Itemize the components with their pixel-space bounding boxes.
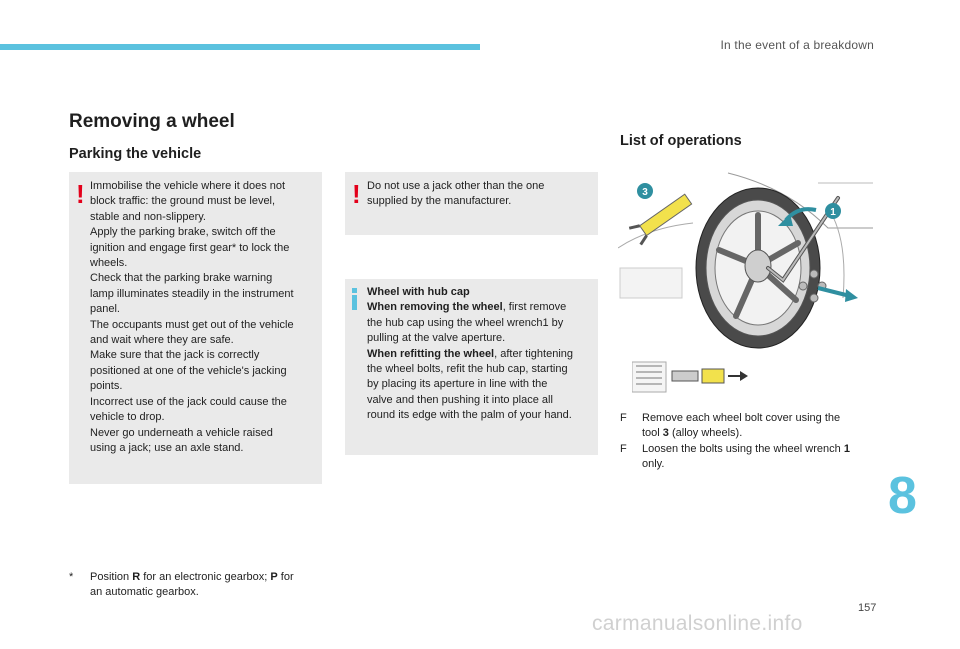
warning-line: block traffic: the ground must be level, [90,195,276,208]
warning-icon: ! [352,179,361,209]
warning-line: and wait where they are safe. [90,334,234,347]
parking-heading: Parking the vehicle [69,146,202,162]
wheel-removal-illustration [618,168,876,353]
warning-line: Apply the parking brake, switch off the [90,226,276,239]
refitting-line: valve and then pushing it into place all [367,393,553,406]
warning-line: points. [90,380,123,393]
footnote-text: Position [90,571,133,583]
pull-arrow-head [740,371,748,381]
operation-item [620,411,880,442]
operation-text: only. [642,458,665,471]
tool-3-label: 3 [642,187,648,198]
watermark: carmanualsonline.info [592,612,803,635]
page-title: Removing a wheel [69,111,235,132]
jack-warning-line: supplied by the manufacturer. [367,195,512,208]
chapter-number: 8 [888,467,917,525]
refitting-line: round its edge with the palm of your hand. [367,409,572,422]
wrench-1-label: 1 [830,207,836,218]
page-number: 157 [858,602,877,614]
bullet-icon: F [620,412,627,424]
operation-text: Loosen the bolts using the wheel wrench [642,442,844,455]
header-accent-bar [0,44,480,50]
warning-icon: ! [76,179,85,209]
operation-text: Remove each wheel bolt cover using the [642,412,841,424]
operation-num: 3 [662,427,669,440]
refitting-line: , after tightening [494,347,574,360]
wheel-hub [745,250,771,282]
removing-line: the hub cap using the wheel wrench1 by [367,316,564,329]
footnote-star: * [69,571,74,583]
warning-line: using a jack; use an axle stand. [90,441,244,454]
car-bumper [620,268,682,298]
warning-line: vehicle to drop. [90,411,165,424]
warning-line: Immobilise the vehicle where it does not [90,180,286,192]
warning-line: The occupants must get out of the vehicle [90,318,294,331]
footnote-r: R [132,571,141,583]
footnote-text: an automatic gearbox. [90,586,199,599]
removing-line: pulling at the valve aperture. [367,332,506,345]
footnote-p: P [270,571,278,583]
warning-line: panel. [90,303,120,316]
footnote-text: for an electronic gearbox; [140,571,271,583]
bolt-cover-illustration [632,360,750,394]
tool-3-tip [702,369,724,383]
operation-num: 1 [843,442,850,455]
warning-line: wheels. [90,257,128,270]
hubcap-info-text [367,285,597,424]
warning-line: ignition and engage first gear* to lock the [90,241,290,254]
removing-line: , first remove [502,301,567,314]
warning-line: Never go underneath a vehicle raised [90,426,273,439]
jack-warning-line: Do not use a jack other than the one [367,180,545,192]
operations-list [620,411,880,473]
footnote [69,570,324,601]
section-title: In the event of a breakdown [720,38,874,52]
bullet-icon: F [620,442,627,455]
warning-line: Make sure that the jack is correctly [90,349,260,362]
bolt-cover [672,371,698,381]
warning-line: lamp illuminates steadily in the instrument [90,287,294,300]
operation-item [620,442,880,473]
operation-text: (alloy wheels). [668,427,743,440]
warning-line: Incorrect use of the jack could cause the [90,395,287,408]
refitting-line: by placing its aperture in line with the [367,378,548,391]
hubcap-title: Wheel with hub cap [367,286,470,298]
warning-line: positioned at one of the vehicle's jacking [90,364,287,377]
refitting-line: the wheel bolts, refit the hub cap, starting [367,363,568,376]
outward-arrow-head [845,289,858,302]
jack-warning-text [367,179,595,210]
outward-arrow [818,288,850,296]
footnote-text: for [277,571,294,583]
car-body-outline [828,208,844,298]
refitting-label: When refitting the wheel [367,347,495,360]
operation-text: tool [642,427,663,440]
warning-line: stable and non-slippery. [90,210,206,223]
parking-warning-text [90,179,318,456]
operations-heading: List of operations [620,133,742,149]
warning-line: Check that the parking brake warning [90,272,273,285]
removing-label: When removing the wheel [367,301,503,314]
info-icon [352,288,357,310]
